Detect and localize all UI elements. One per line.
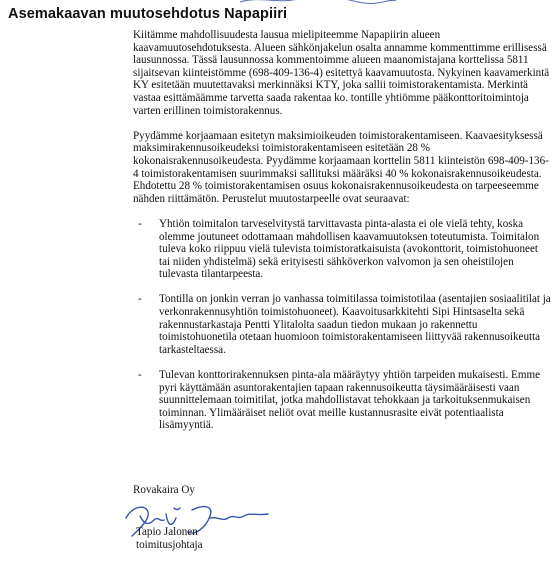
document-body [133,29,551,445]
list-marker: - [138,293,142,306]
list-item-text: Tontilla on jonkin verran jo vanhassa toimitilassa toimistotilaa (asentajien sosiaalitilat ja verkonrakennusyhtiön toimistohuoneet). Kaavoitusarkkitehti Sipi Hintsaselta sekä rakennustarkastaja Pentti Ylitalolta saadun tiedon mukaan jo rakennettu toimistohuonetila otetaan huomioon toimistorakentamiseen liittyvää rakennusoikeutta tarkasteltaessa. [159,293,551,356]
signer-name: Tapio Jalonen [136,526,198,538]
list-item-text: Tulevan konttorirakennuksen pinta-ala määräytyy yhtiön tarpeiden mukaisesti. Emme pyri käyttämään asuntorakentajien tapaan rakennusoikeutta täysimääräisesti vaan suunnittelemaan toimitilat, jotka mahdollistavat tehokkaan ja tarkoituksenmukaisen toiminnan. Ylimääräiset neliöt ovat meille kustannusrasite eivät potentiaalista lisämyyntiä. [159,369,540,432]
list-marker: - [138,369,142,382]
list-item-text: Yhtiön toimitalon tarveselvitystä tarvittavasta pinta-alasta ei ole vielä tehty, koska olemme joutuneet odottamaan mahdollisen kaavamuutoksen toteutumista. Toimitalon tuleva koko riippuu vielä tulevista toimistoratkaisuista (avokonttorit, toimistohuoneet tai niiden yhdistelmä) sekä erityisesti sähköverkon valvomon ja sen oheistilojen tulevasta tilantarpeesta. [159,217,540,281]
company-name: Rovakaira Oy [133,484,195,496]
document-title: Asemakaavan muutosehdotus Napapiiri [8,6,288,22]
signer-title: toimitusjohtaja [136,539,203,551]
list-item [133,218,551,281]
list-item [133,369,551,432]
list-marker: - [138,217,142,230]
paragraph-request: Pyydämme korjaamaan esitetyn maksimioikeuden toimistorakentamiseen. Kaavaesityksessä maksimirakennusoikeudeksi toimistorakentamiseen esitetään 28 % kokonaisrakennusoikeudesta. Pyydämme korjaamaan korttelin 5811 kiinteistön 698-409-136-4 toimistorakentamisen suurimmaksi sallituksi määräksi 40 % kokonaisrakennusoikeudesta. Ehdotettu 28 % toimistorakentamisen osuus kokonaisrakennusoikeudesta on tarpeeseemme nähden riittämätön. Perustelut muutostarpeelle ovat seuraavat: [133,129,549,205]
paragraph-intro: Kiitämme mahdollisuudesta lausua mielipiteemme Napapiirin alueen kaavamuutosehdotuksesta. Alueen sähkönjakelun osalta annamme kommenttimme erillisessä lausunnossa. Tässä lausunnossa kommentoimme alueen maanomistajana korttelissa 5811 sijaitsevan kiinteistömme (698-409-136-4) esitettyä kaavamuutosta. Nykyinen kaavamerkintä KY esitetään muutettavaksi merkinnäksi KTY, joka sallii toimistorakentamista. Merkintä vastaa esittämäämme tarvetta saada rakentaa ko. tontille yhtiömme pääkonttoritoimintoja varten erillinen toimistorakennus. [133,29,550,117]
list-item [133,293,551,356]
